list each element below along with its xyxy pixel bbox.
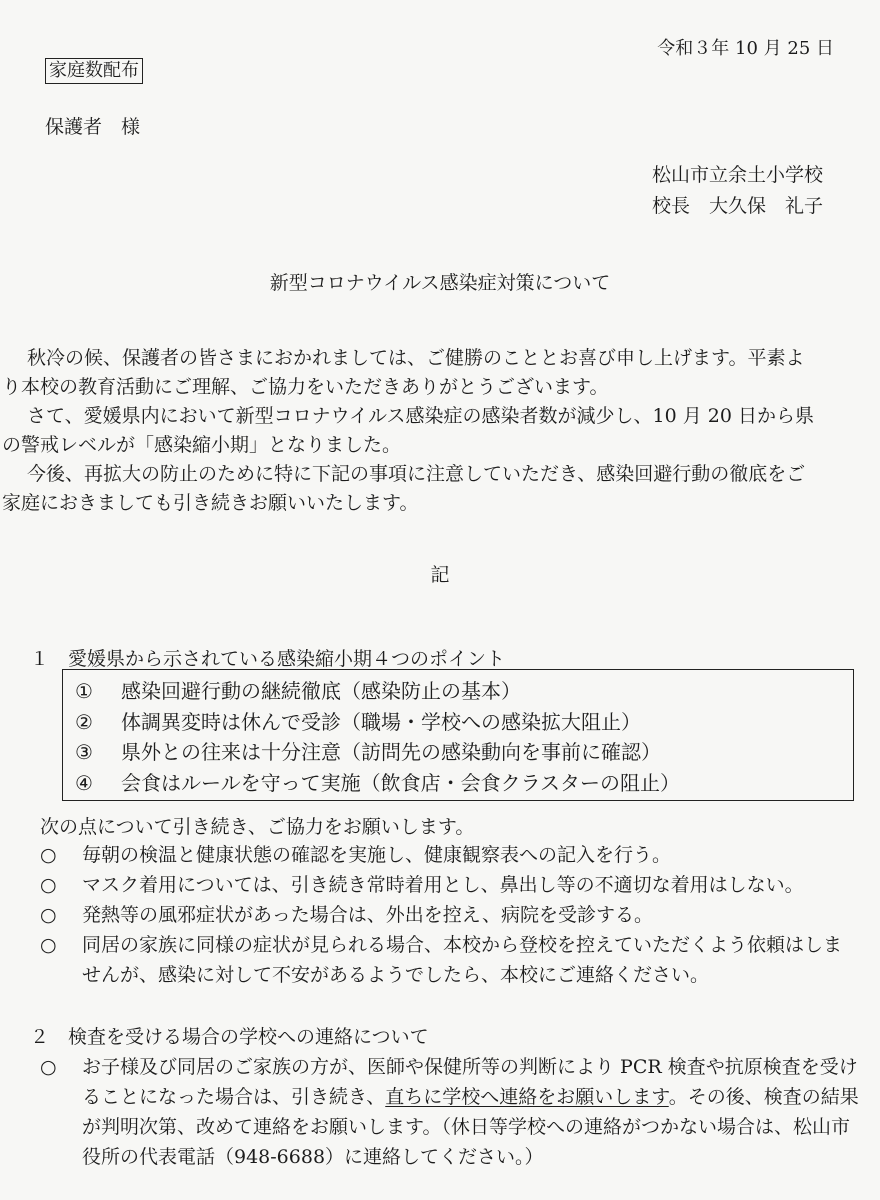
point-item: [75, 768, 853, 799]
list-item: [40, 840, 860, 870]
list-item-text: マスク着用については、引き続き常時着用とし、鼻出し等の不適切な着用はしない。: [82, 874, 804, 896]
section1-heading: １ 愛媛県から示されている感染縮小期４つのポイント: [30, 648, 506, 670]
sender-block: [652, 160, 823, 222]
section2-heading: ２ 検査を受ける場合の学校への連絡について: [30, 1026, 429, 1048]
sender-principal: 校長 大久保 礼子: [652, 195, 824, 217]
point-text: 体調異変時は休んで受診（職場・学校への感染拡大阻止）: [121, 709, 641, 734]
intro-line: 秋冷の候、保護者の皆さまにおかれましては、ご健勝のこととお喜び申し上げます。平素よ: [8, 347, 805, 369]
ki-heading: 記: [430, 564, 450, 586]
point-item: [75, 676, 853, 707]
list-item-text: 毎朝の検温と健康状態の確認を実施し、健康観察表への記入を行う。: [82, 844, 672, 866]
intro-line: さて、愛媛県内において新型コロナウイルス感染症の感染者数が減少し、10 月 20 日から県: [8, 405, 814, 427]
point-item: [75, 737, 853, 768]
points-box: [62, 669, 854, 801]
list-item: [40, 930, 860, 990]
distribution-tag: 家庭数配布: [45, 58, 143, 84]
circle-bullet-icon: ○: [40, 1056, 57, 1078]
list-item-text: 同居の家族に同様の症状が見られる場合、本校から登校を控えていただくよう依頼はしませんが、感染に対して不安があるようでしたら、本校にご連絡ください。: [82, 934, 843, 986]
list-item: [40, 900, 860, 930]
list-item-text: 発熱等の風邪症状があった場合は、外出を控え、病院を受診する。: [82, 904, 653, 926]
document-date: 令和３年 10 月 25 日: [657, 38, 834, 59]
list-item: [40, 1052, 860, 1172]
point-number: ③: [75, 740, 93, 764]
intro-paragraph: [0, 344, 860, 518]
document-title: 新型コロナウイルス感染症対策について: [269, 272, 611, 294]
circle-bullet-icon: ○: [40, 844, 57, 866]
intro-line: 家庭におきましても引き続きお願いいたします。: [2, 492, 419, 514]
intro-line: の警戒レベルが「感染縮小期」となりました。: [2, 434, 402, 456]
cooperation-list: [40, 840, 860, 990]
circle-bullet-icon: ○: [40, 904, 57, 926]
point-number: ④: [75, 770, 93, 795]
point-text: 感染回避行動の継続徹底（感染防止の基本）: [121, 679, 521, 703]
point-number: ①: [75, 679, 93, 703]
circle-bullet-icon: ○: [40, 874, 57, 896]
section2-text: [82, 1052, 860, 1172]
section2-body: [40, 1052, 860, 1172]
list-item: [40, 870, 860, 900]
point-text: 県外との往来は十分注意（訪問先の感染動向を事前に確認）: [121, 740, 661, 764]
intro-line: 今後、再拡大の防止のために特に下記の事項に注意していただき、感染回避行動の徹底をご: [8, 463, 806, 485]
point-item: [75, 707, 853, 738]
circle-bullet-icon: ○: [40, 934, 57, 956]
cooperation-lead: 次の点について引き続き、ご協力をお願いします。: [40, 816, 475, 838]
point-number: ②: [75, 709, 93, 734]
intro-line: り本校の教育活動にご理解、ご協力をいただきありがとうございます。: [2, 376, 609, 398]
section2-underlined-text: 直ちに学校へ連絡をお願いします: [385, 1086, 669, 1108]
section2-text-before: お子様及び同居のご家族の方が、医師や保健所等の判断により PCR 検査や抗原検査を受けることになった場合は、引き続き、: [82, 1056, 858, 1108]
addressee: 保護者 様: [45, 116, 141, 138]
point-text: 会食はルールを守って実施（飲食店・会食クラスターの阻止）: [121, 770, 680, 795]
sender-school: 松山市立余土小学校: [652, 164, 824, 186]
section2-text-after: 。その後、検査の結果が判明次第、改めて連絡をお願いします。（休日等学校への連絡がつかない場合は、松山市役所の代表電話（948-6688）に連絡してください。）: [82, 1086, 859, 1168]
